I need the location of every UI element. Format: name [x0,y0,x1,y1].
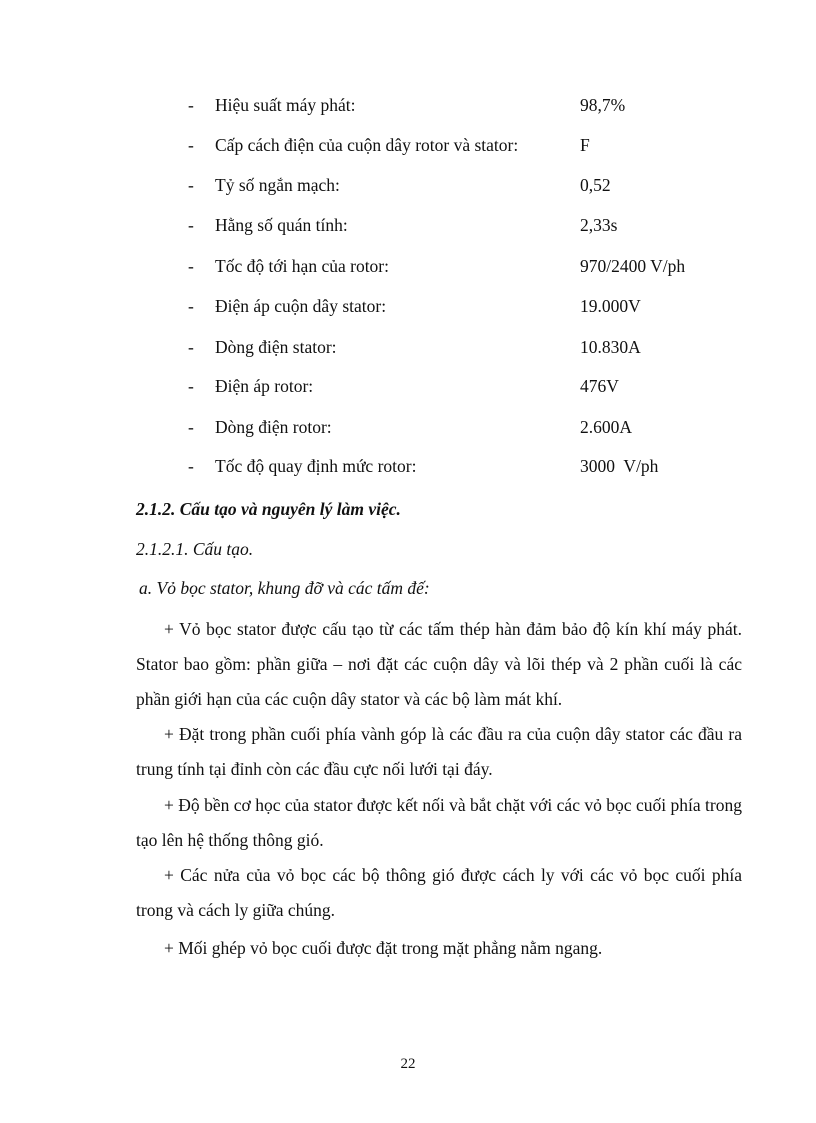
body-paragraph: + Đặt trong phần cuối phía vành góp là các đầu ra của cuộn dây stator các đầu ra trung tính tại đỉnh còn các đầu cực nối lưới tại đáy. [136,724,742,779]
spec-label: Tốc độ tới hạn của rotor: [215,256,389,276]
list-dash: - [188,417,194,437]
spec-label: Hiệu suất máy phát: [215,95,356,115]
spec-value: 2,33s [580,215,618,235]
list-dash: - [188,456,194,476]
spec-value: 10.830A [580,337,641,357]
list-dash: - [188,256,194,276]
spec-row [0,334,816,360]
list-dash: - [188,135,194,155]
section-heading: 2.1.2. Cấu tạo và nguyên lý làm việc. [136,499,401,519]
spec-value: 3000 V/ph [580,456,659,476]
spec-row [0,132,816,158]
spec-label: Tỷ số ngắn mạch: [215,175,340,195]
spec-value: 0,52 [580,175,611,195]
spec-value: F [580,135,590,155]
body-paragraph: + Các nửa của vỏ bọc các bộ thông gió được cách ly với các vỏ bọc cuối phía trong và cách ly giữa chúng. [136,865,742,920]
subsection-heading: 2.1.2.1. Cấu tạo. [136,539,254,559]
body-paragraph: + Độ bền cơ học của stator được kết nối và bắt chặt với các vỏ bọc cuối phía trong tạo lên hệ thống thông gió. [136,795,742,850]
spec-row [0,212,816,238]
spec-label: Tốc độ quay định mức rotor: [215,456,417,476]
spec-row [0,92,816,118]
spec-value: 970/2400 V/ph [580,256,686,276]
spec-label: Hằng số quán tính: [215,215,348,235]
list-dash: - [188,337,194,357]
spec-value: 476V [580,376,619,396]
spec-value: 2.600A [580,417,633,437]
list-dash: - [188,215,194,235]
spec-label: Điện áp cuộn dây stator: [215,296,387,316]
spec-value: 19.000V [580,296,641,316]
body-paragraph: + Vỏ bọc stator được cấu tạo từ các tấm thép hàn đảm bảo độ kín khí máy phát. Stator bao gồm: phần giữa – nơi đặt các cuộn dây và lõi thép và 2 phần cuối là các phần giới hạn của các cuộn dây stator và các bộ làm mát khí. [136,619,742,709]
spec-row [0,253,816,279]
spec-row [0,373,816,399]
spec-row [0,453,816,479]
item-heading: a. Vỏ bọc stator, khung đỡ và các tấm đế: [139,578,430,598]
page-number: 22 [400,1056,416,1072]
spec-label: Cấp cách điện của cuộn dây rotor và stator: [215,135,519,155]
body-paragraph: + Mối ghép vỏ bọc cuối được đặt trong mặt phẳng nằm ngang. [164,938,603,958]
spec-label: Dòng điện stator: [215,337,337,357]
spec-row [0,414,816,440]
spec-label: Dòng điện rotor: [215,417,332,437]
list-dash: - [188,296,194,316]
spec-value: 98,7% [580,95,626,115]
spec-row [0,172,816,198]
list-dash: - [188,95,194,115]
list-dash: - [188,376,194,396]
list-dash: - [188,175,194,195]
spec-label: Điện áp rotor: [215,376,314,396]
spec-row [0,293,816,319]
